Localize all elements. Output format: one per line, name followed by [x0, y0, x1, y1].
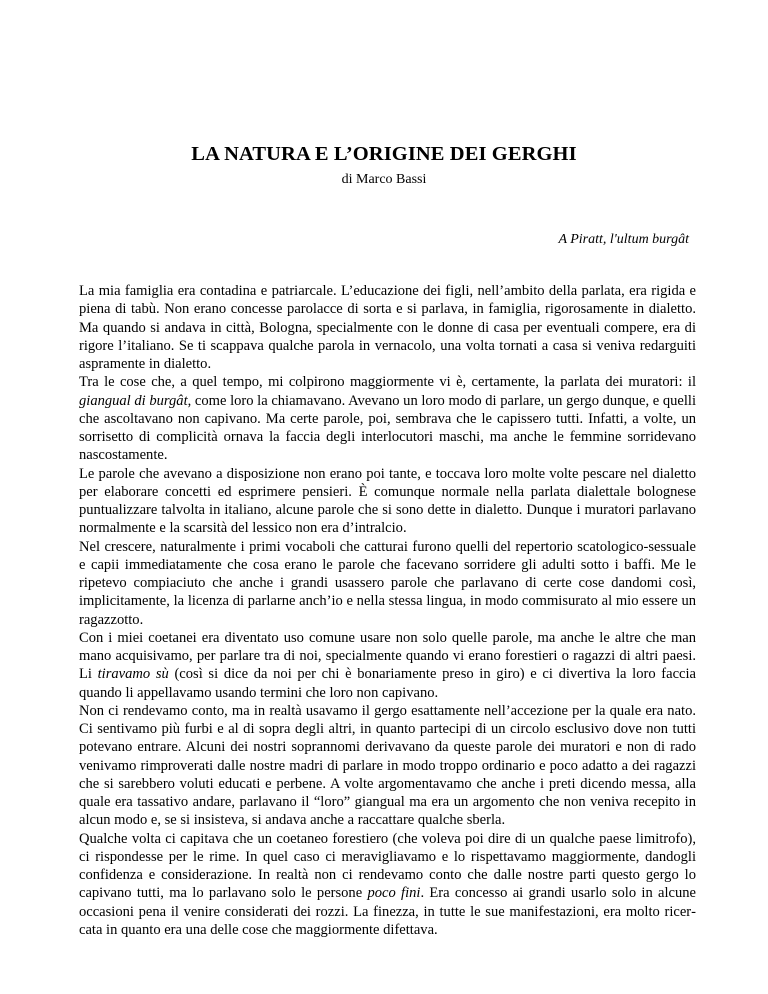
- author-byline: di Marco Bassi: [341, 172, 427, 187]
- italic-term: tiravamo sù: [97, 666, 169, 683]
- paragraph-6: [79, 702, 696, 830]
- paragraph-5: [79, 629, 696, 702]
- paragraph-text: Qualche volta ci capitava che un coetaneo forestiero (che voleva poi dire di un qualche paese limitrofo), ci rispondesse per le rime. In quel caso ci meravigliavamo e lo rispettavamo maggiormente, dandogli confidenza e considerazione. In realtà non ci rendevamo conto che dalle nostre parti questo gergo lo capivano tutti, ma lo parlavano solo le persone: [79, 830, 696, 902]
- paragraph-2: [79, 373, 696, 464]
- paragraph-text: (così si dice da noi per chi è bonariamente preso in giro) e ci divertiva la loro faccia quando li appellavamo usando termini che loro non capivano.: [79, 666, 696, 701]
- paragraph-1: [79, 282, 696, 373]
- italic-term: poco fini: [367, 885, 421, 902]
- paragraph-4: [79, 538, 696, 629]
- paragraph-text: Nel crescere, naturalmente i primi vocaboli che catturai furono quelli del repertorio scatologico-sessuale e capii immediatamente che cosa erano le parole che facevano sorridere gli adulti sotto i baffi. Me le ripetevo compiaciuto che anche i grandi usassero parole che parlavano di certe cose dandomi così, implicitamente, la licenza di parlarne anch’io e nella stessa lingua, in modo commisurato al mio essere un ragazzotto.: [79, 538, 696, 628]
- paragraph-text: Le parole che avevano a disposizione non erano poi tante, e toccava loro molte volte pescare nel dialetto per elaborare concetti ed esprimere pensieri. È comunque normale nella parlata dialettale bolognese puntualizzare talvolta in italiano, alcune parole che si sono dette in dialetto. Dunque i muratori parlavano normalmente e la scarsità del lessico non era d’intralcio.: [79, 465, 696, 537]
- paragraph-7: [79, 830, 696, 940]
- paragraph-3: [79, 465, 696, 538]
- paragraph-text: La mia famiglia era contadina e patriarcale. L’educazione dei figli, nell’ambito della parlata, era rigida e piena di tabù. Non erano concesse parolacce di sorta e si parlava, in famiglia, rigorosamente in dialetto. Ma quando si andava in città, Bologna, specialmente con le donne di casa per eventuali compere, era di rigore l’italiano. Se ti scappava qualche parola in vernacolo, una volta tornati a casa si veniva redarguiti aspramente in dialetto.: [79, 283, 696, 372]
- paragraph-text: Con i miei coetanei era diventato uso comune usare non solo quelle parole, ma anche le altre che man mano acquisivamo, per parlare tra di noi, specialmente quando vi erano forestieri o ragazzi di altri paesi. Li: [79, 629, 696, 683]
- paragraph-text: Non ci rendevamo conto, ma in realtà usavamo il gergo esattamente nell’accezione per la quale era nato. Ci sentivamo più furbi e al di sopra degli altri, in quanto partecipi di un circolo esclusivo dove non tutti potevano entrare. Alcuni dei nostri soprannomi derivavano da queste parole dei muratori e non di rado venivamo rimproverati dalle nostre madri di parlare in modo troppo ordinario e poco adatto a dei ragazzi che si sarebbero voluti educati e perbene. A volte argomentavamo che anche i preti dicendo messa, alla quale era tassativo andare, parlavano il “loro” giangual ma era un argomento che non veniva recepito in alcun modo e, se si insisteva, si andava anche a raccattare qualche sberla.: [79, 702, 696, 829]
- dedication: A Piratt, l'ultum burgât: [558, 232, 689, 247]
- document-title: LA NATURA E L’ORIGINE DEI GERGHI: [191, 143, 577, 165]
- paragraph-text: . Era concesso ai grandi usarlo solo in alcune occasioni pena il venire considerati dei rozzi. La finezza, in tutte le sue manifestazioni, era molto ricercata in quanto era una delle cose che maggiormente difettava.: [79, 885, 696, 938]
- paragraph-text: , come loro la chiamavano. Avevano un loro modo di parlare, un gergo dunque, e quelli che ascoltavano non capivano. Ma certe parole, poi, sembrava che le capissero tutti. Infatti, a volte, un sorrisetto di complicità ornava la faccia degli interlocutori maschi, ma anche le femmine sorridevano nascostamente.: [79, 392, 696, 464]
- paragraph-text: Tra le cose che, a quel tempo, mi colpirono maggiormente vi è, certamente, la parlata dei muratori: il: [79, 374, 696, 391]
- article-body: [79, 282, 696, 939]
- italic-term: giangual di burgât: [79, 392, 188, 409]
